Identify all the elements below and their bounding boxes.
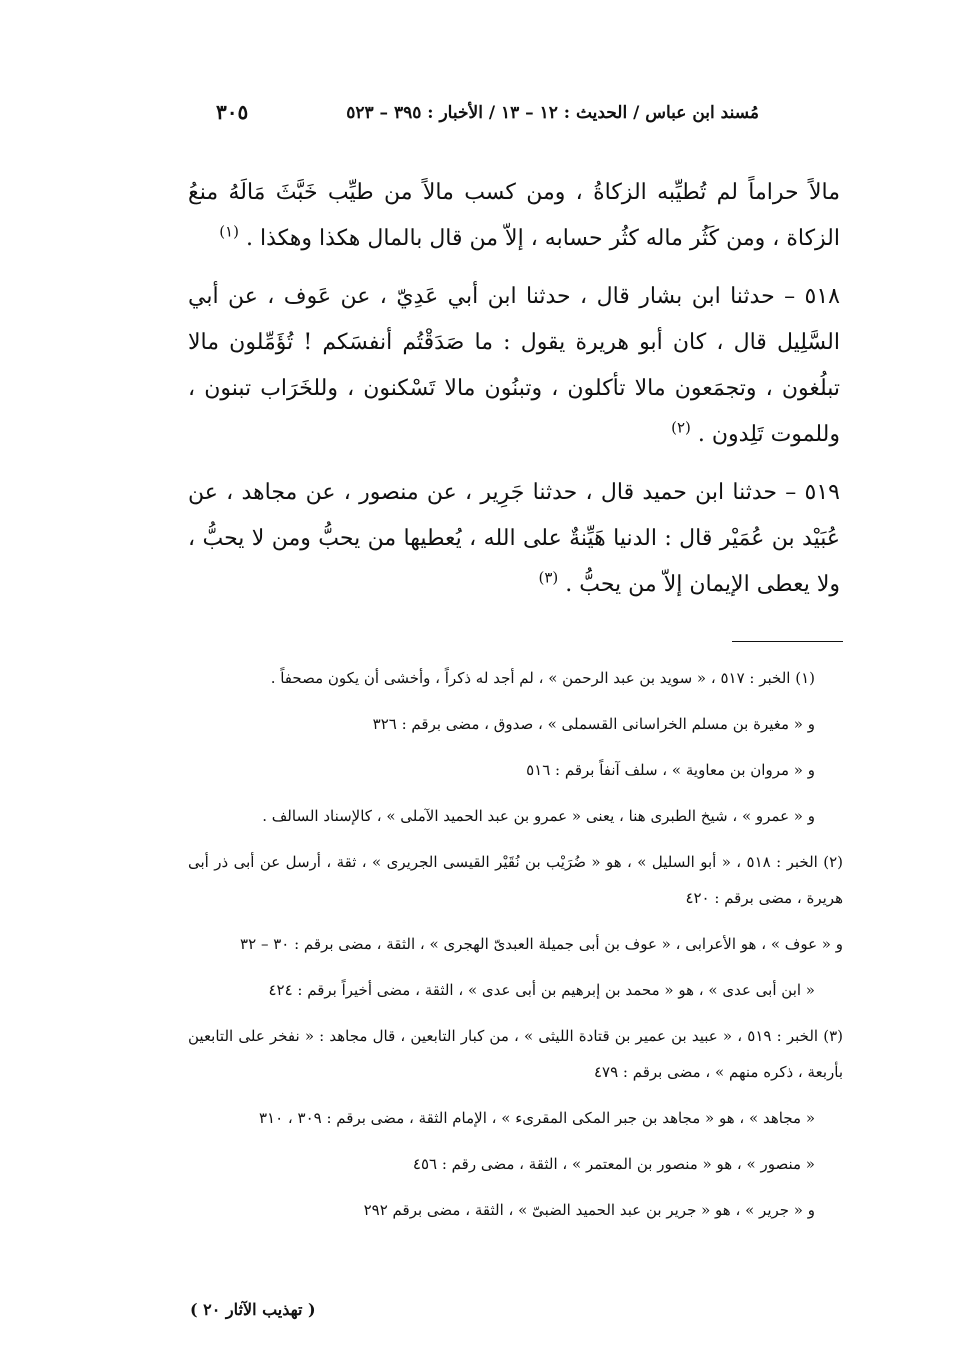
paragraph-text: ٥١٨ – حدثنا ابن بشار قال ، حدثنا ابن أبي عَدِيّ ، عن عَوف ، عن أبي السَّلِيل قال ، كان أبو هريرة يقول : ما صَدَقْتُم أنفسَكم ! تُؤَمِّلون مالا تبلُغون ، وتجمَعون مالا تأكلون ، وتبنُون مالا تَسْكنون ، وللخَرَاب تبنون ، وللموت تَلِدون . bbox=[188, 284, 840, 447]
paragraph-text: ٥١٩ – حدثنا ابن حميد قال ، حدثنا جَرِير ، عن منصور ، عن مجاهد ، عن عُبَيْد بن عُمَيْر قال : الدنيا هَيِّنةٌ على الله ، يُعطيها من يحبُّ ومن لا يحبُّ ، ولا يعطى الإيمان إلاّ من يحبُّ . bbox=[188, 480, 840, 597]
footnote-line: « ابن أبى عدى » ، هو « محمد بن إبرهيم بن أبى عدى » ، الثقة ، مضى أخيراً برقم : ٤٢٤ bbox=[268, 981, 815, 999]
footnote-line: و « مروان بن معاوية » ، سلف آنفاً برقم : ٥١٦ bbox=[526, 761, 815, 779]
footnote-ref: (٣) bbox=[538, 568, 559, 587]
paragraph bbox=[188, 274, 840, 458]
footnote-ref: (١) bbox=[219, 222, 239, 241]
footnote-line: « منصور » ، هو « منصور بن المعتمر » ، الثقة ، مضى رقم : ٤٥٦ bbox=[412, 1155, 815, 1173]
footnote-line: و « عمرو » ، شيخ الطبرى هنا ، يعنى « عمرو بن عبد الحميد الآملى » ، كالإسناد السالف . bbox=[262, 807, 815, 825]
page-number: ٣٠٥ bbox=[216, 100, 249, 124]
footnote-line: « مجاهد » ، هو « مجاهد بن جبر المكى المقرىء » ، الإمام الثقة ، مضى برقم : ٣٠٩ ، ٣١٠ bbox=[258, 1109, 815, 1127]
footnote-line: (٢) الخبر : ٥١٨ ، « أبو السليل » ، هو « ضُرَيْب بن نُقَيْر القيسى الجريرى » ، ثقة ، أرسل عن أبى ذر أبى هريرة ، مضى برقم : ٤٢٠ bbox=[188, 853, 843, 907]
paragraph bbox=[188, 470, 840, 608]
running-head: مُسند ابن عباس / الحديث : ١٢ – ١٣ / الأخبار : ٣٩٥ – ٥٢٣ bbox=[346, 103, 759, 123]
footnote-line: و « جرير » ، هو « جرير بن عبد الحميد الضبىّ » ، الثقة ، مضى برقم ٢٩٢ bbox=[363, 1201, 815, 1219]
signature-mark: ( تهذيب الآثار ٢٠ ) bbox=[190, 1300, 316, 1319]
footnote-line: (١) الخبر : ٥١٧ ، « سويد بن عبد الرحمن » ، لم أجد له ذكراً ، وأخشى أن يكون مصحفاً . bbox=[270, 669, 815, 687]
paragraph-text: مالاً حراماً لم تُطيِّبه الزكاةُ ، ومن كسب مالاً من طيِّب خَبَّثَ مَالَهُ منعُ الزكاة ، ومن كَثُر ماله كثُر حسابه ، إلاّ من قال بالمال هكذا وهكذا . bbox=[188, 180, 840, 251]
footnote-ref: (٢) bbox=[671, 418, 691, 437]
main-text bbox=[188, 170, 840, 620]
footnote-line: و « عوف » ، هو الأعرابى ، « عوف بن أبى جميلة العبدىّ الهجرى » ، الثقة ، مضى برقم : ٣٠ – ٣٢ bbox=[240, 935, 843, 953]
footnotes bbox=[188, 660, 843, 1238]
footnote-line: (٣) الخبر : ٥١٩ ، « عبيد بن عمير بن قتادة الليثى » ، من كبار التابعين ، قال مجاهد : « نفخر على التابعين بأربعة ، ذكره منهم » ، مضى برقم : ٤٧٩ bbox=[188, 1027, 843, 1081]
footnote-line: و « مغيرة بن مسلم الخراسانى القسملى » ، صدوق ، مضى برقم : ٣٢٦ bbox=[372, 715, 815, 733]
footnote-divider bbox=[732, 641, 843, 642]
paragraph bbox=[188, 170, 840, 262]
